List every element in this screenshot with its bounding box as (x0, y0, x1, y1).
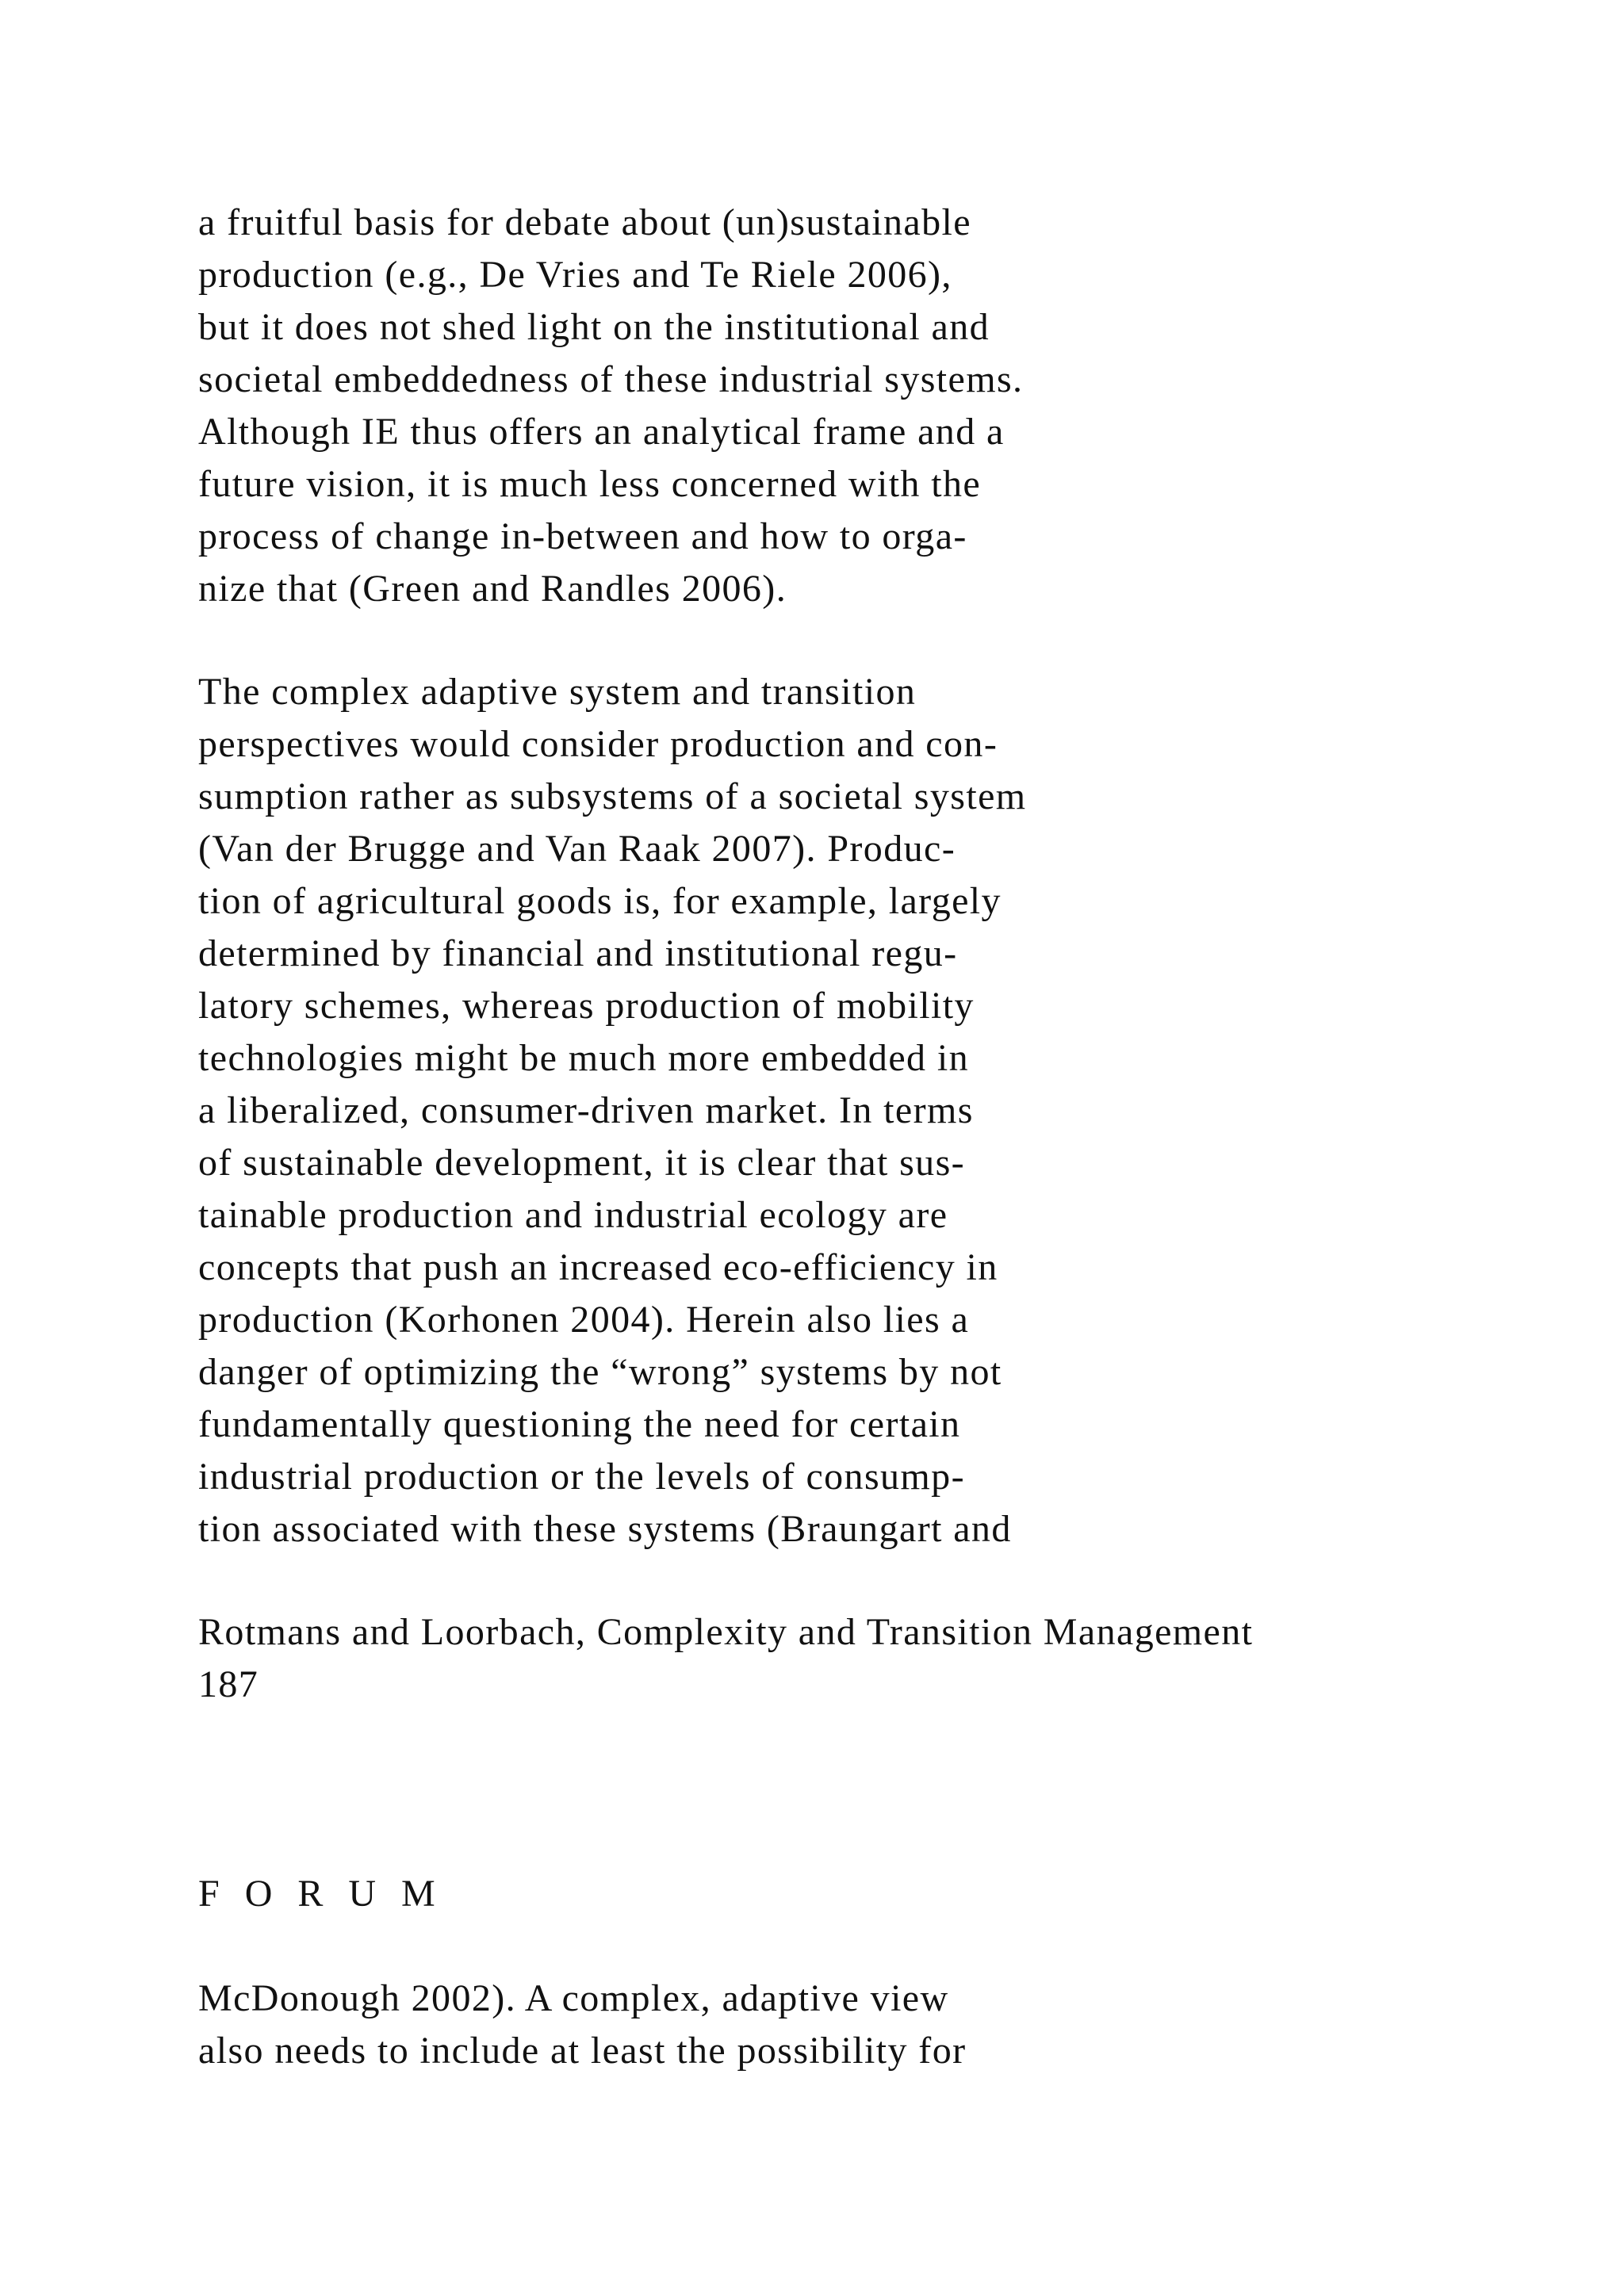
text-line: a liberalized, consumer-driven market. In terms (198, 1089, 974, 1131)
text-line: fundamentally questioning the need for certain (198, 1403, 961, 1445)
text-line: a fruitful basis for debate about (un)sustainable (198, 201, 971, 243)
page-number: 187 (198, 1663, 259, 1705)
text-line: perspectives would consider production and con- (198, 723, 998, 765)
section-header (198, 1868, 1546, 1920)
text-line: process of change in-between and how to orga- (198, 515, 967, 557)
text-line: danger of optimizing the “wrong” systems by not (198, 1351, 1002, 1393)
text-line: technologies might be much more embedded in (198, 1037, 969, 1079)
text-line: determined by financial and institutional regu- (198, 932, 958, 974)
text-line: future vision, it is much less concerned with the (198, 463, 982, 505)
text-line: societal embeddedness of these industrial systems. (198, 358, 1024, 400)
text-line: production (e.g., De Vries and Te Riele 2006), (198, 254, 952, 296)
text-line: of sustainable development, it is clear that sus- (198, 1142, 966, 1184)
text-line: production (Korhonen 2004). Herein also lies a (198, 1299, 970, 1341)
paragraph-3 (198, 1973, 1546, 2077)
page-footer (198, 1606, 1546, 1711)
text-line: tainable production and industrial ecology are (198, 1194, 948, 1236)
text-line: concepts that push an increased eco-efficiency in (198, 1246, 998, 1288)
text-line: but it does not shed light on the institutional and (198, 306, 990, 348)
text-line: Although IE thus offers an analytical frame and a (198, 411, 1005, 453)
text-line: The complex adaptive system and transition (198, 671, 917, 713)
text-line: tion of agricultural goods is, for example, largely (198, 880, 1002, 922)
text-line: also needs to include at least the possibility for (198, 2030, 967, 2072)
section-label: F O R U M (198, 1873, 443, 1915)
text-line: McDonough 2002). A complex, adaptive view (198, 1977, 949, 2019)
text-line: sumption rather as subsystems of a societal system (198, 775, 1027, 817)
text-line: industrial production or the levels of consump- (198, 1456, 965, 1498)
text-line: latory schemes, whereas production of mobility (198, 985, 975, 1027)
text-line: (Van der Brugge and Van Raak 2007). Produc- (198, 828, 956, 870)
text-line: tion associated with these systems (Braungart and (198, 1508, 1012, 1550)
paragraph-2 (198, 666, 1546, 1556)
text-line: nize that (Green and Randles 2006). (198, 568, 787, 610)
paragraph-1 (198, 197, 1546, 615)
running-title: Rotmans and Loorbach, Complexity and Transition Management (198, 1611, 1254, 1653)
